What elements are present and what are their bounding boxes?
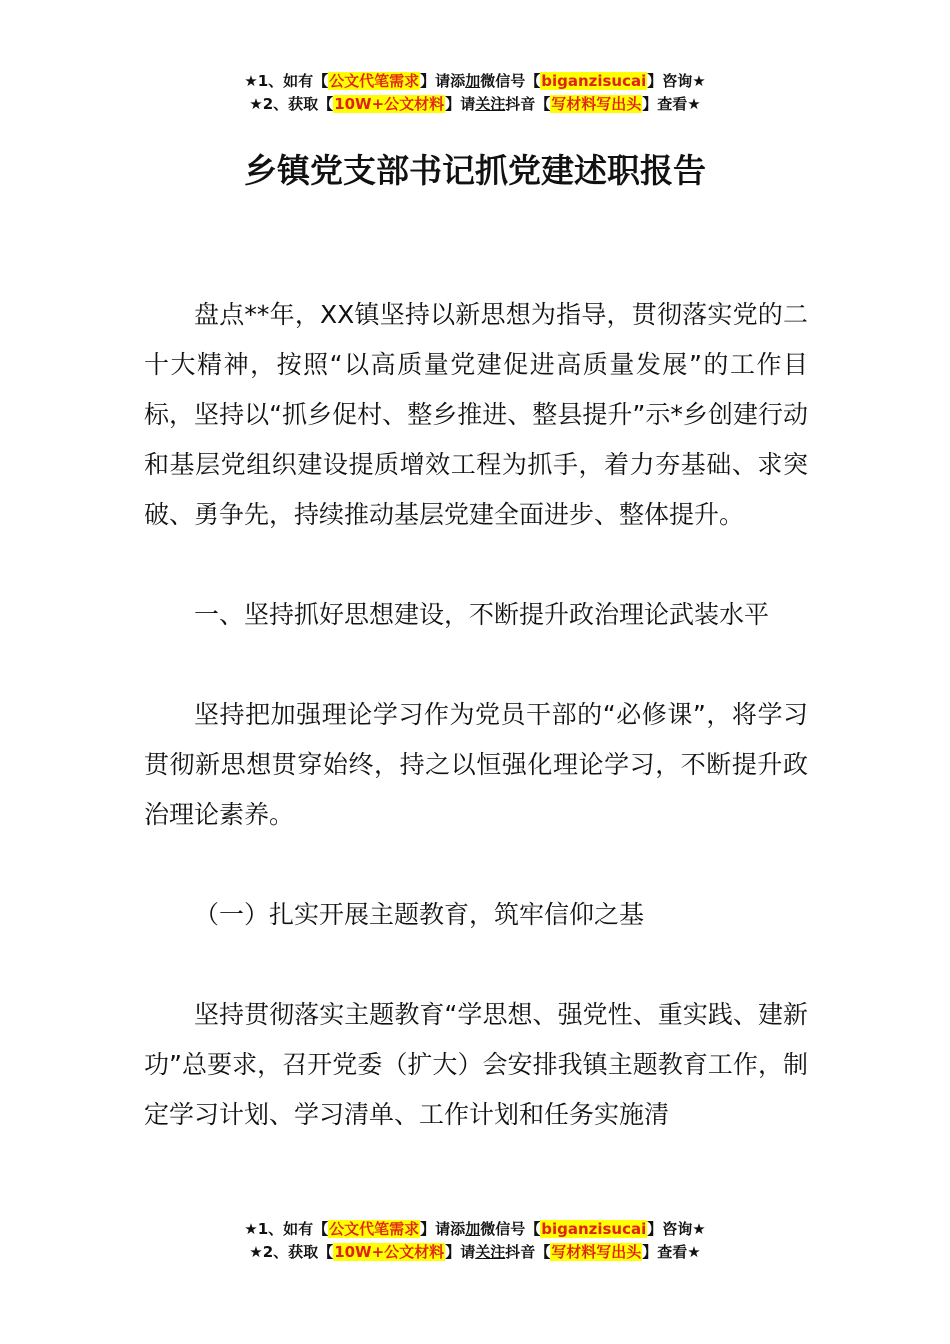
document-title: 乡镇党支部书记抓党建述职报告 bbox=[244, 151, 706, 190]
document-body bbox=[144, 290, 808, 1190]
promo-line-1: ★1、如有【公文代笔需求】请添加微信号【biganzisucai】咨询★ bbox=[244, 1220, 706, 1238]
promo-highlight: 公文代笔需求 bbox=[329, 72, 420, 90]
promo-highlight: 10W+公文材料 bbox=[334, 95, 445, 113]
promo-wechat-id: biganzisucai bbox=[541, 1220, 647, 1238]
promo-line-2: ★2、获取【10W+公文材料】请关注抖音【写材料写出头】查看★ bbox=[249, 1243, 701, 1261]
promo-line-1: ★1、如有【公文代笔需求】请添加微信号【biganzisucai】咨询★ bbox=[244, 72, 706, 90]
promo-wechat-id: biganzisucai bbox=[541, 72, 647, 90]
promo-highlight: 10W+公文材料 bbox=[334, 1243, 445, 1261]
body-paragraph: 坚持贯彻落实主题教育“学思想、强党性、重实践、建新功”总要求，召开党委（扩大）会安排我镇主题教育工作，制定学习计划、学习清单、工作计划和任务实施清 bbox=[144, 1000, 808, 1129]
promo-douyin-id: 写材料写出头 bbox=[551, 95, 642, 113]
promo-douyin-id: 写材料写出头 bbox=[551, 1243, 642, 1261]
section-heading: 一、坚持抓好思想建设，不断提升政治理论武装水平 bbox=[194, 600, 770, 629]
promo-highlight: 公文代笔需求 bbox=[329, 1220, 420, 1238]
body-paragraph: 坚持把加强理论学习作为党员干部的“必修课”，将学习贯彻新思想贯穿始终，持之以恒强化理论学习，不断提升政治理论素养。 bbox=[144, 700, 808, 829]
promo-banner-bottom bbox=[0, 1218, 950, 1264]
promo-line-2: ★2、获取【10W+公文材料】请关注抖音【写材料写出头】查看★ bbox=[249, 95, 701, 113]
subsection-heading: （一）扎实开展主题教育，筑牢信仰之基 bbox=[194, 900, 645, 929]
intro-paragraph: 盘点**年，XX镇坚持以新思想为指导，贯彻落实党的二十大精神，按照“以高质量党建促进高质量发展”的工作目标，坚持以“抓乡促村、整乡推进、整县提升”示*乡创建行动和基层党组织建设提质增效工程为抓手，着力夯基础、求突破、勇争先，持续推动基层党建全面进步、整体提升。 bbox=[144, 300, 808, 529]
promo-banner-top bbox=[0, 70, 950, 116]
